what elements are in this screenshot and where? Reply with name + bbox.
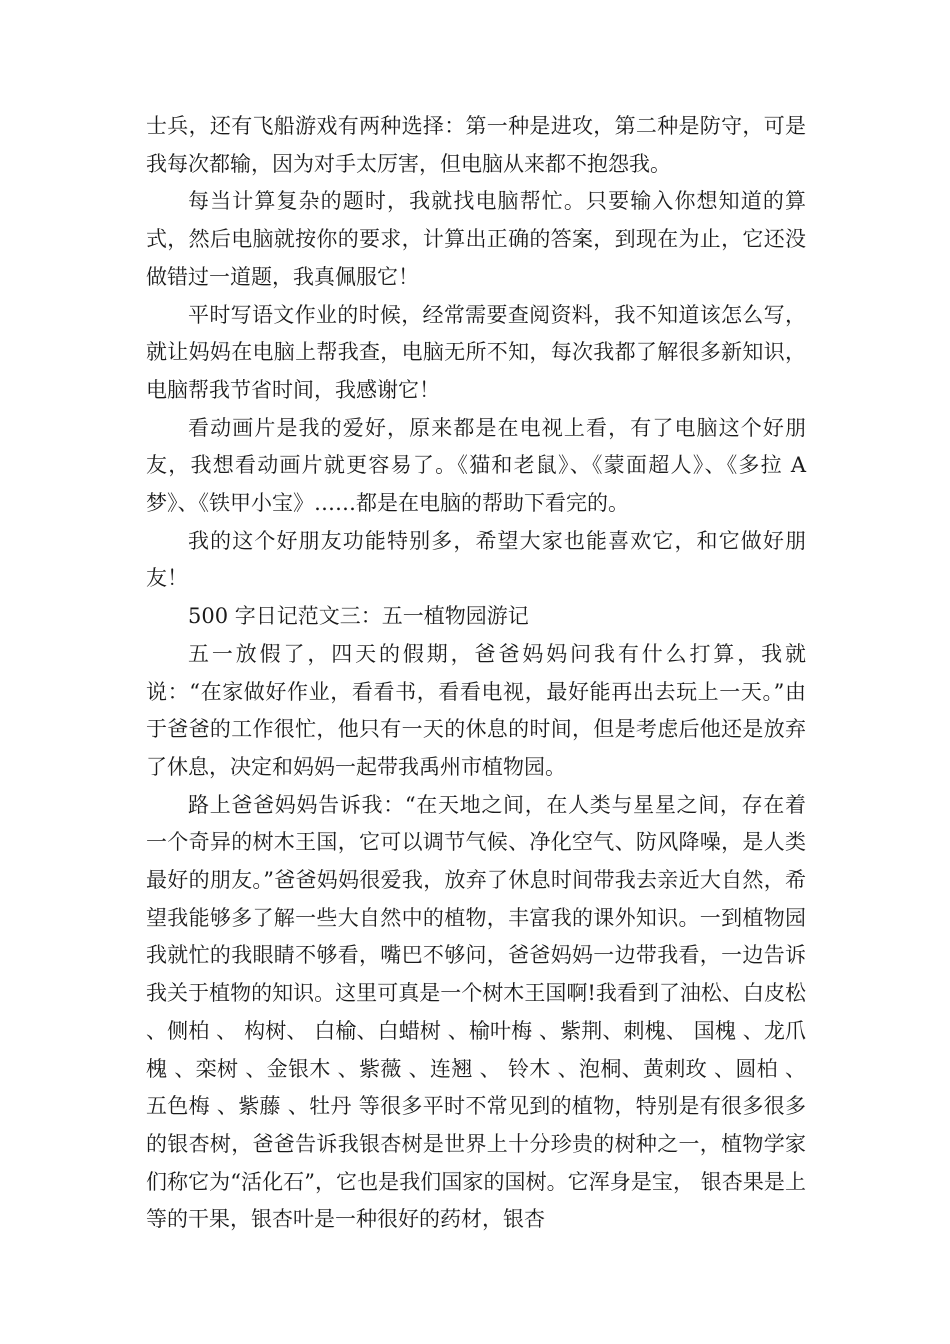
section-paragraph-2: 路上爸爸妈妈告诉我：“在天地之间，在人类与星星之间，存在着一个奇异的树木王国，它可以调节气候、净化空气、防风降噪，是人类最好的朋友。”爸爸妈妈很爱我，放弃了休息时间带我去亲近大自然，希望我能够多了解一些大自然中的植物，丰富我的课外知识。一到植物园我就忙的我眼睛不够看，嘴巴不够问，爸爸妈妈一边带我看，一边告诉我关于植物的知识。这里可真是一个树木王国啊!我看到了油松、白皮松 、侧柏 、 构树、 白榆、白蜡树 、榆叶梅 、紫荆、刺槐、 国槐 、龙爪槐 、栾树 、金银木 、紫薇 、连翘 、 铃木 、泡桐、黄刺玫 、圆柏 、五色梅 、紫藤 、牡丹 等很多平时不常见到的植物，特别是有很多很多的银杏树，爸爸告诉我银杏树是世界上十分珍贵的树种之一，植物学家们称它为“活化石”，它也是我们国家的国树。它浑身是宝， 银杏果是上等的干果，银杏叶是一种很好的药材，银杏: [146, 792, 806, 1232]
section-paragraph-1: 五一放假了，四天的假期，爸爸妈妈问我有什么打算，我就说：“在家做好作业，看看书，看看电视，最好能再出去玩上一天。”由于爸爸的工作很忙，他只有一天的休息的时间，但是考虑后他还是放弃了休息，决定和妈妈一起带我禹州市植物园。: [146, 641, 806, 779]
paragraph-4: 看动画片是我的爱好，原来都是在电视上看，有了电脑这个好朋友，我想看动画片就更容易了。《猫和老鼠》、《蒙面超人》、《多拉 A 梦》、《铁甲小宝》……都是在电脑的帮助下看完的。: [146, 415, 806, 516]
section-title: 500 字日记范文三：五一植物园游记: [188, 604, 529, 629]
document-page: [146, 108, 806, 1239]
paragraph-2: 每当计算复杂的题时，我就找电脑帮忙。只要输入你想知道的算式，然后电脑就按你的要求，计算出正确的答案，到现在为止，它还没做错过一道题，我真佩服它！: [146, 189, 806, 289]
paragraph-1: 士兵，还有飞船游戏有两种选择：第一种是进攻，第二种是防守，可是我每次都输，因为对手太厉害，但电脑从来都不抱怨我。: [146, 114, 806, 176]
paragraph-5: 我的这个好朋友功能特别多，希望大家也能喜欢它，和它做好朋友！: [146, 528, 806, 591]
paragraph-3: 平时写语文作业的时候，经常需要查阅资料，我不知道该怎么写，就让妈妈在电脑上帮我查，电脑无所不知，每次我都了解很多新知识，电脑帮我节省时间，我感谢它！: [146, 302, 806, 402]
